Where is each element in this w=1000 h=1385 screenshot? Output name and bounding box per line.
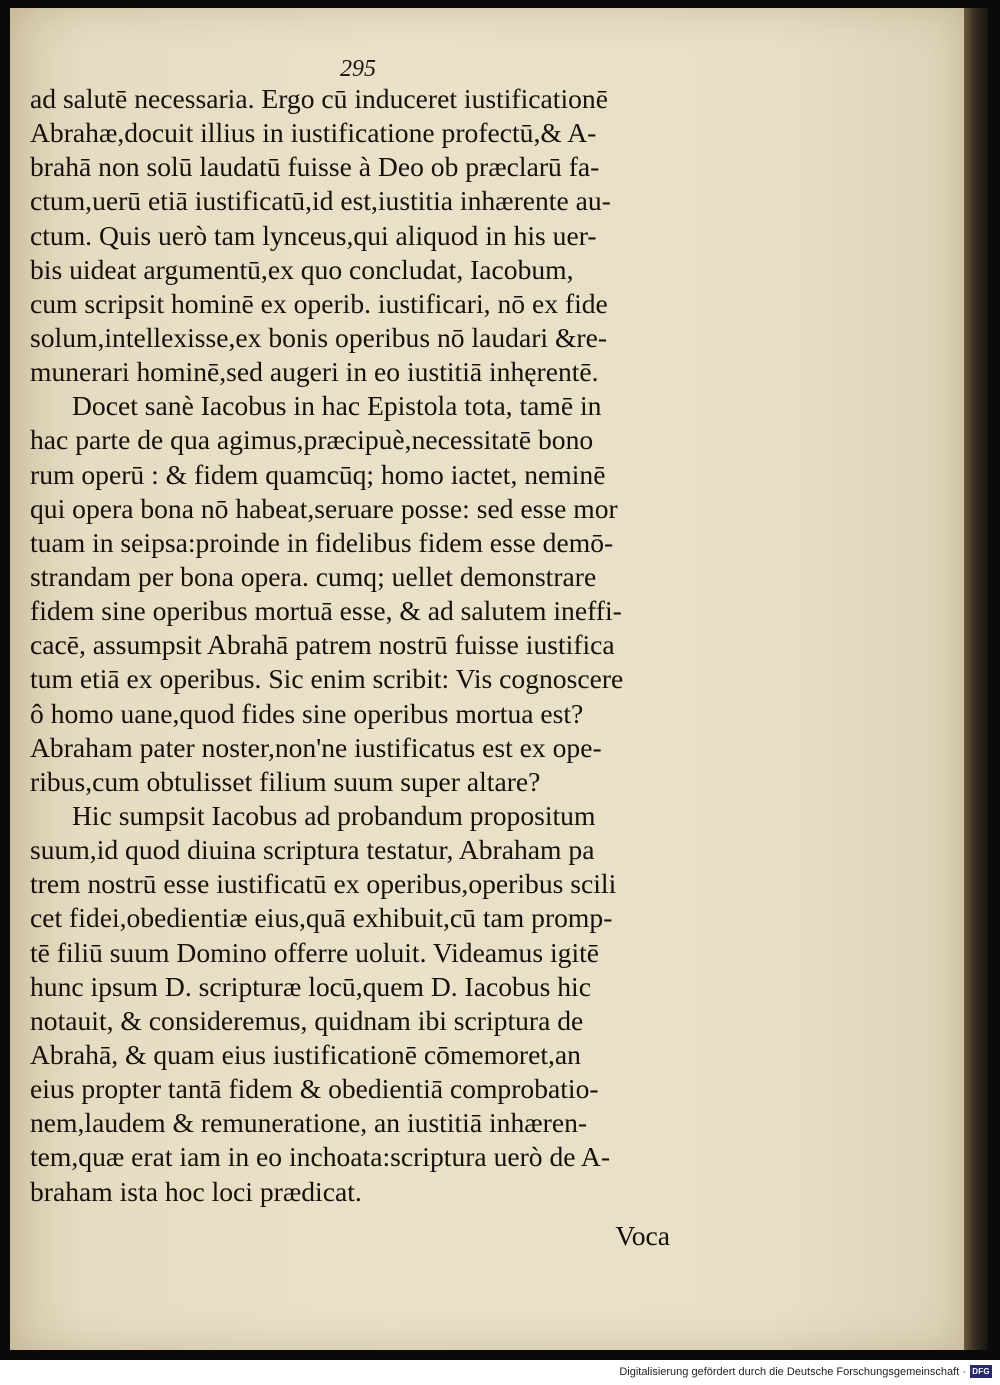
text-line: fidem sine operibus mortuā esse, & ad salutem ineffi- [30, 595, 622, 627]
text-line: brahā non solū laudatū fuisse à Deo ob præclarū fa- [30, 151, 600, 183]
paragraph-start-line: Hic sumpsit Iacobus ad probandum propositum [72, 799, 596, 831]
text-block [30, 82, 700, 1253]
paragraph-start-line: Docet sanè Iacobus in hac Epistola tota, tamē in [72, 390, 602, 422]
text-line: solum,intellexisse,ex bonis operibus nō laudari &re- [30, 321, 608, 353]
dfg-logo-icon: DFG [970, 1365, 992, 1378]
text-line: notauit, & consideremus, quidnam ibi scriptura de [30, 1004, 584, 1036]
text-line: ô homo uane,quod fides sine operibus mortua est? [30, 697, 584, 729]
text-line: cet fidei,obedientiæ eius,quā exhibuit,cū tam promp- [30, 902, 613, 934]
text-line: trem nostrū esse iustificatū ex operibus,operibus scili [30, 868, 617, 900]
text-line: cum scripsit hominē ex operib. iustificari, nō ex fide [30, 287, 608, 319]
text-line: strandam per bona opera. cumq; uellet demonstrare [30, 560, 597, 592]
text-line: Abrahæ,docuit illius in iustificatione profectū,& A- [30, 117, 597, 149]
text-line: nem,laudem & remuneratione, an iustitiā inhæren- [30, 1107, 588, 1139]
text-line: tē filiū suum Domino offerre uoluit. Videamus igitē [30, 936, 600, 968]
page-edge [964, 8, 988, 1350]
text-line: qui opera bona nō habeat,seruare posse: sed esse mor [30, 492, 618, 524]
text-line: ctum,uerū etiā iustificatū,id est,iustitia inhærente au- [30, 185, 611, 217]
text-line: hac parte de qua agimus,præcipuè,necessitatē bono [30, 424, 594, 456]
text-line: suum,id quod diuina scriptura testatur, Abraham pa [30, 834, 595, 866]
text-line: Abraham pater noster,non'ne iustificatus est ex ope- [30, 731, 602, 763]
text-line: Abrahā, & quam eius iustificationē cōmemoret,an [30, 1038, 581, 1070]
text-line: tuam in seipsa:proinde in fidelibus fidem esse demō- [30, 526, 614, 558]
text-line: tum etiā ex operibus. Sic enim scribit: Vis cognoscere [30, 663, 624, 695]
text-line: bis uideat argumentū,ex quo concludat, Iacobum, [30, 253, 574, 285]
text-line: hunc ipsum D. scripturæ locū,quem D. Iacobus hic [30, 970, 591, 1002]
text-line: eius propter tantā fidem & obedientiā comprobatio- [30, 1073, 599, 1105]
page-number: 295 [340, 56, 376, 82]
text-line: ctum. Quis uerò tam lynceus,qui aliquod in his uer- [30, 219, 597, 251]
text-line: rum operū : & fidem quamcūq; homo iactet, neminē [30, 458, 606, 490]
text-line: tem,quæ erat iam in eo inchoata:scriptura uerò de A- [30, 1141, 611, 1173]
text-line: ad salutē necessaria. Ergo cū induceret iustificationē [30, 83, 608, 114]
funding-credit: Digitalisierung gefördert durch die Deutsche Forschungsgemeinschaft · [619, 1366, 966, 1378]
text-line: braham ista hoc loci prædicat. [30, 1175, 362, 1207]
catchword: Voca [615, 1219, 670, 1251]
text-line: ribus,cum obtulisset filium suum super altare? [30, 765, 541, 797]
text-line: cacē, assumpsit Abrahā patrem nostrū fuisse iustifica [30, 629, 615, 661]
text-line: munerari hominē,sed augeri in eo iustitiā inhęrentē. [30, 356, 599, 388]
